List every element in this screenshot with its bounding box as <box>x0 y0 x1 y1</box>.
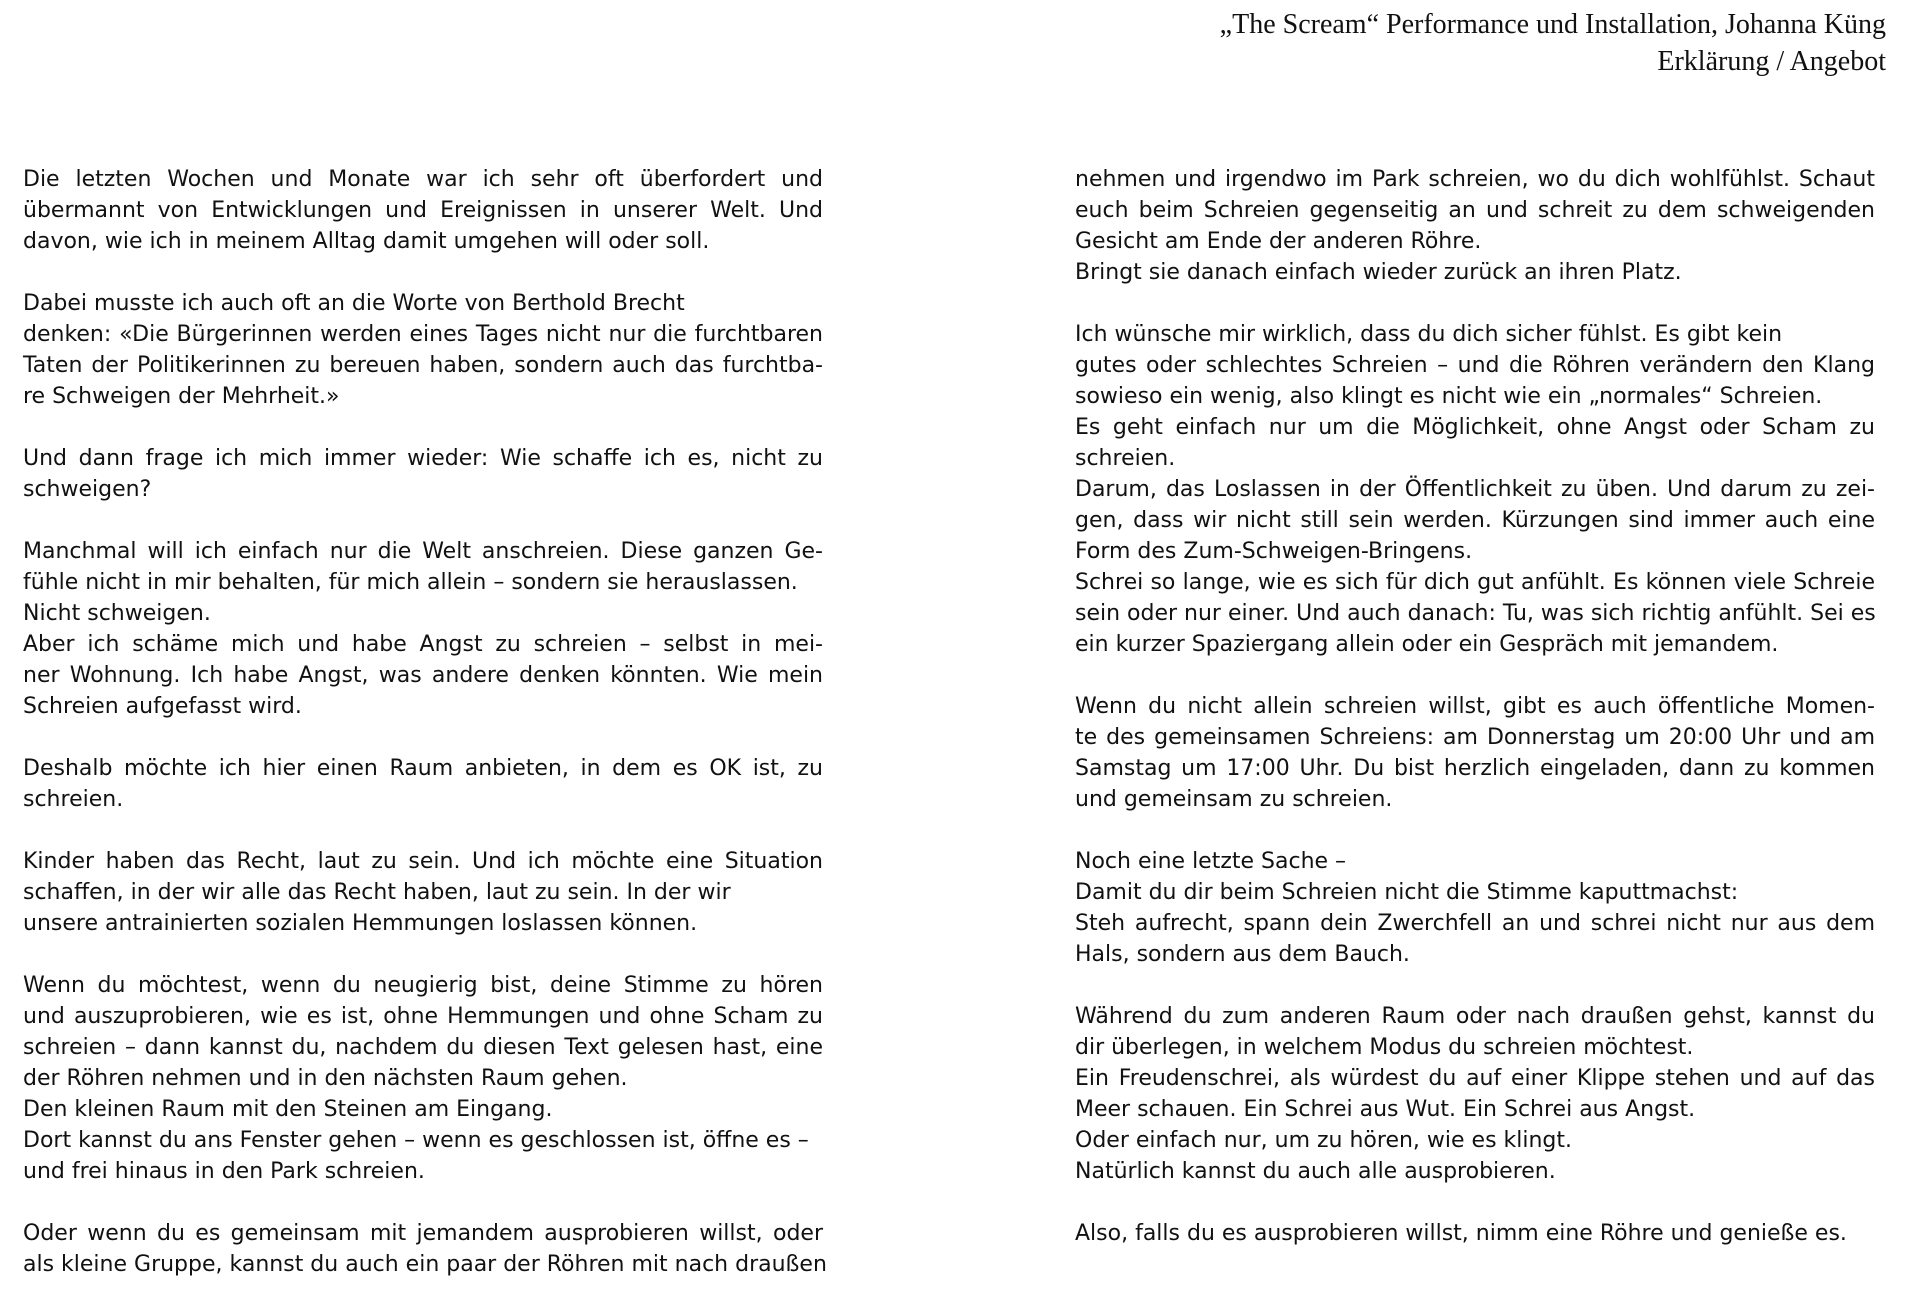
text-line: Darum, das Loslassen in der Öffentlichkeit zu üben. Und darum zu zei- <box>1075 477 1875 502</box>
text-line: Den kleinen Raum mit den Steinen am Eingang. <box>23 1097 553 1122</box>
text-line: Form des Zum-Schweigen-Bringens. <box>1075 539 1473 564</box>
page-header <box>1220 6 1886 80</box>
text-line: re Schweigen der Mehrheit.» <box>23 384 340 409</box>
text-line: schreien. <box>1075 446 1176 471</box>
text-line: Hals, sondern aus dem Bauch. <box>1075 942 1410 967</box>
text-line: Es geht einfach nur um die Möglichkeit, ohne Angst oder Scham zu <box>1075 415 1875 440</box>
document-title: „The Scream“ Performance und Installation, Johanna Küng <box>1219 9 1886 40</box>
text-line: davon, wie ich in meinem Alltag damit umgehen will oder soll. <box>23 229 710 254</box>
text-line: Ich wünsche mir wirklich, dass du dich sicher fühlst. Es gibt kein <box>1075 322 1783 347</box>
paragraph <box>1075 1001 1875 1187</box>
paragraph <box>23 970 823 1187</box>
document-subtitle: Erklärung / Angebot <box>1657 46 1886 77</box>
paragraph <box>1075 691 1875 815</box>
text-line: Und dann frage ich mich immer wieder: Wie schaffe ich es, nicht zu <box>23 446 823 471</box>
text-line: Wenn du nicht allein schreien willst, gibt es auch öffentliche Momen- <box>1075 694 1875 719</box>
text-line: Schreien aufgefasst wird. <box>23 694 302 719</box>
text-line: Natürlich kannst du auch alle ausprobieren. <box>1075 1159 1556 1184</box>
text-line: Bringt sie danach einfach wieder zurück an ihren Platz. <box>1075 260 1682 285</box>
text-line: Oder wenn du es gemeinsam mit jemandem ausprobieren willst, oder <box>23 1221 823 1246</box>
text-line: Nicht schweigen. <box>23 601 211 626</box>
text-column-left <box>23 164 827 1311</box>
text-line: schaffen, in der wir alle das Recht haben, laut zu sein. In der wir <box>23 880 731 905</box>
text-line: Aber ich schäme mich und habe Angst zu schreien – selbst in mei- <box>23 632 823 657</box>
text-line: sowieso ein wenig, also klingt es nicht wie ein „normales“ Schreien. <box>1075 384 1823 409</box>
text-line: Steh aufrecht, spann dein Zwerchfell an und schrei nicht nur aus dem <box>1075 911 1875 936</box>
text-line: und frei hinaus in den Park schreien. <box>23 1159 425 1184</box>
text-line: und gemeinsam zu schreien. <box>1075 787 1393 812</box>
text-line: Deshalb möchte ich hier einen Raum anbieten, in dem es OK ist, zu <box>23 756 823 781</box>
text-line: sein oder nur einer. Und auch danach: Tu, was sich richtig anfühlt. Sei es <box>1075 601 1876 626</box>
text-line: schreien – dann kannst du, nachdem du diesen Text gelesen hast, eine <box>23 1035 823 1060</box>
text-line: der Röhren nehmen und in den nächsten Raum gehen. <box>23 1066 628 1091</box>
text-line: Manchmal will ich einfach nur die Welt anschreien. Diese ganzen Ge- <box>23 539 823 564</box>
paragraph <box>23 753 823 815</box>
text-line: Dabei musste ich auch oft an die Worte von Berthold Brecht <box>23 291 685 316</box>
text-line: Während du zum anderen Raum oder nach draußen gehst, kannst du <box>1075 1004 1875 1029</box>
text-column-right <box>1075 164 1875 1280</box>
paragraph <box>23 288 823 412</box>
text-line: dir überlegen, in welchem Modus du schreien möchtest. <box>1075 1035 1694 1060</box>
paragraph <box>23 846 823 939</box>
text-line: Samstag um 17:00 Uhr. Du bist herzlich eingeladen, dann zu kommen <box>1075 756 1875 781</box>
paragraph <box>1075 319 1875 660</box>
text-line: Oder einfach nur, um zu hören, wie es klingt. <box>1075 1128 1573 1153</box>
paragraph <box>23 536 823 722</box>
text-line: nehmen und irgendwo im Park schreien, wo du dich wohlfühlst. Schaut <box>1075 167 1875 192</box>
text-line: Wenn du möchtest, wenn du neugierig bist, deine Stimme zu hören <box>23 973 823 998</box>
text-line: Taten der Politikerinnen zu bereuen haben, sondern auch das furchtba- <box>23 353 823 378</box>
text-line: te des gemeinsamen Schreiens: am Donnerstag um 20:00 Uhr und am <box>1075 725 1875 750</box>
paragraph <box>1075 846 1875 970</box>
paragraph <box>23 164 823 257</box>
text-line: Damit du dir beim Schreien nicht die Stimme kaputtmachst: <box>1075 880 1739 905</box>
text-line: ner Wohnung. Ich habe Angst, was andere denken könnten. Wie mein <box>23 663 823 688</box>
text-line: unsere antrainierten sozialen Hemmungen loslassen können. <box>23 911 698 936</box>
text-line: Kinder haben das Recht, laut zu sein. Und ich möchte eine Situation <box>23 849 823 874</box>
text-line: fühle nicht in mir behalten, für mich allein – sondern sie herauslassen. <box>23 570 798 595</box>
paragraph <box>1075 1218 1875 1249</box>
text-line: Schrei so lange, wie es sich für dich gut anfühlt. Es können viele Schreie <box>1075 570 1875 595</box>
text-line: schweigen? <box>23 477 152 502</box>
text-line: Noch eine letzte Sache – <box>1075 849 1347 874</box>
text-line: Gesicht am Ende der anderen Röhre. <box>1075 229 1482 254</box>
paragraph <box>23 443 823 505</box>
text-line: übermannt von Entwicklungen und Ereignissen in unserer Welt. Und <box>23 198 823 223</box>
text-line: euch beim Schreien gegenseitig an und schreit zu dem schweigenden <box>1075 198 1875 223</box>
text-line: Also, falls du es ausprobieren willst, nimm eine Röhre und genieße es. <box>1075 1221 1847 1246</box>
text-line: ein kurzer Spaziergang allein oder ein Gespräch mit jemandem. <box>1075 632 1779 657</box>
text-line: denken: «Die Bürgerinnen werden eines Tages nicht nur die furchtbaren <box>23 322 823 347</box>
text-line: und auszuprobieren, wie es ist, ohne Hemmungen und ohne Scham zu <box>23 1004 823 1029</box>
text-line: gutes oder schlechtes Schreien – und die Röhren verändern den Klang <box>1075 353 1875 378</box>
text-line: Meer schauen. Ein Schrei aus Wut. Ein Schrei aus Angst. <box>1075 1097 1696 1122</box>
text-line: gen, dass wir nicht still sein werden. Kürzungen sind immer auch eine <box>1075 508 1875 533</box>
text-line: Ein Freudenschrei, als würdest du auf einer Klippe stehen und auf das <box>1075 1066 1875 1091</box>
text-line: Die letzten Wochen und Monate war ich sehr oft überfordert und <box>23 167 823 192</box>
text-line: schreien. <box>23 787 124 812</box>
text-line: Dort kannst du ans Fenster gehen – wenn es geschlossen ist, öffne es – <box>23 1128 809 1153</box>
paragraph <box>1075 164 1875 288</box>
paragraph <box>23 1218 827 1280</box>
text-line: als kleine Gruppe, kannst du auch ein paar der Röhren mit nach draußen <box>23 1252 827 1277</box>
